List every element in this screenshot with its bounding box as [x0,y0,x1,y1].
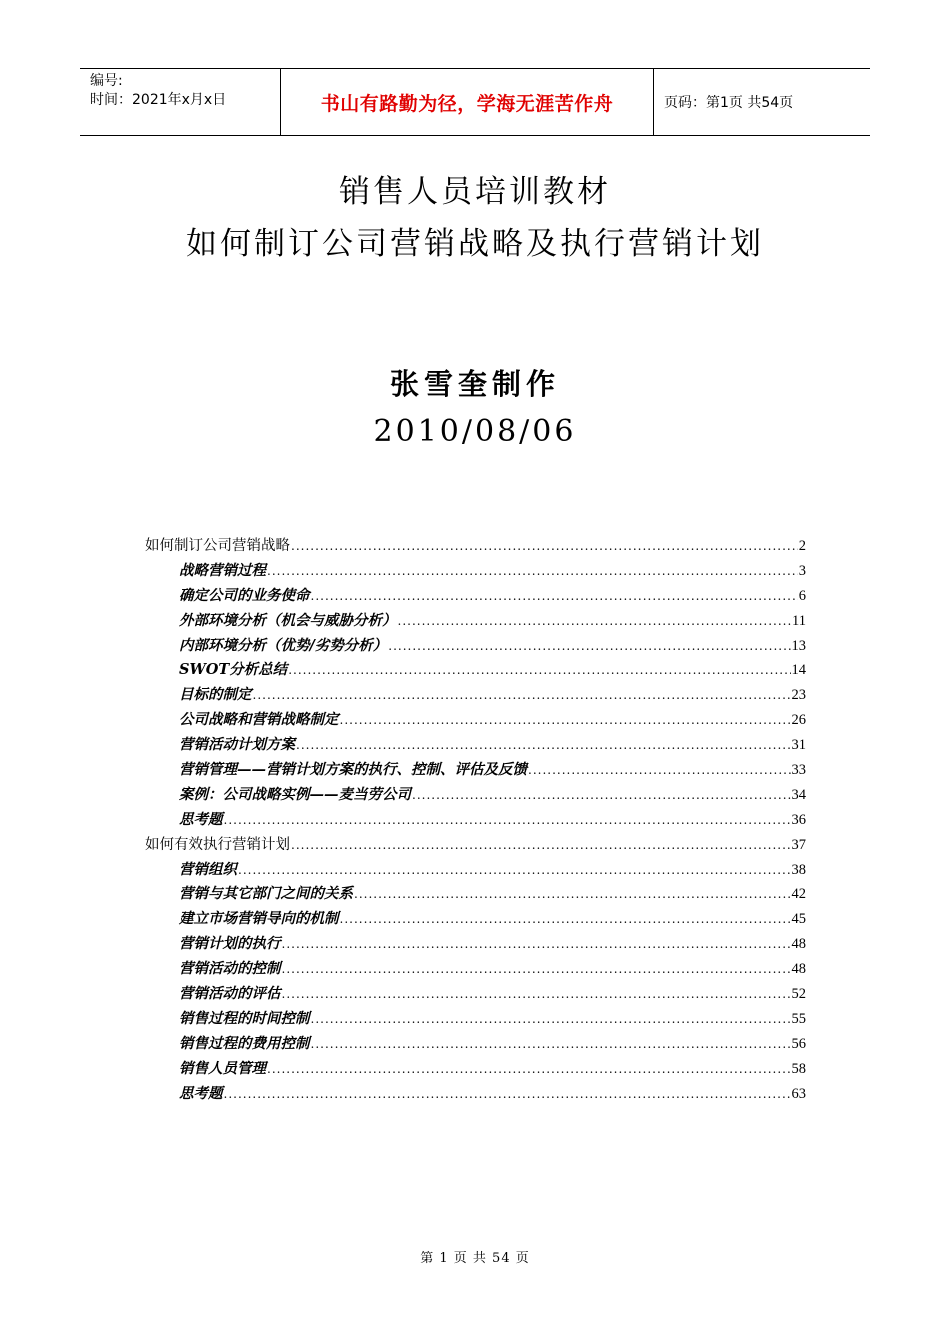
toc-entry-page: 42 [791,886,806,903]
toc-leader-dots [291,838,791,852]
toc-entry[interactable] [145,808,806,833]
toc-leader-dots [388,639,790,653]
author: 张雪奎制作 [389,367,560,401]
toc-entry-page: 63 [791,1085,806,1102]
toc-entry[interactable] [145,957,806,982]
toc-leader-dots [528,763,791,777]
toc-entry[interactable] [145,982,806,1007]
toc-entry[interactable] [145,733,806,758]
page-footer: 第 1 页 共 54 页 [420,1251,530,1266]
toc-entry-page: 11 [792,612,806,629]
toc-entry-title: 思考题 [179,1084,223,1102]
toc-entry-title: 如何制订公司营销战略 [145,538,290,554]
toc-entry[interactable] [145,609,806,634]
toc-entry-title: 案例：公司战略实例——麦当劳公司 [179,785,411,803]
header-info-cell [80,69,281,135]
table-of-contents [145,534,806,1106]
toc-entry-title: 如何有效执行营销计划 [145,836,290,853]
document-subtitle: 如何制订公司营销战略及执行营销计划 [186,226,764,262]
toc-entry-page: 48 [791,936,806,953]
toc-entry-title: 外部环境分析（机会与威胁分析） [179,611,397,629]
toc-entry[interactable] [145,833,806,858]
toc-leader-dots [354,887,791,901]
toc-entry[interactable] [145,907,806,932]
toc-entry[interactable] [145,634,806,659]
number-label: 编号: [90,73,123,89]
toc-leader-dots [267,1062,791,1076]
toc-entry-page: 58 [791,1060,806,1077]
toc-leader-dots [311,589,798,603]
toc-leader-dots [311,1037,791,1051]
toc-entry[interactable] [145,708,806,733]
toc-leader-dots [282,937,791,951]
toc-entry-page: 38 [791,861,806,878]
toc-leader-dots [224,813,791,827]
toc-leader-dots [253,688,791,702]
toc-entry-page: 2 [798,538,806,554]
toc-leader-dots [291,539,798,553]
toc-entry[interactable] [145,882,806,907]
toc-entry[interactable] [145,1007,806,1032]
toc-entry-title: 内部环境分析（优势/劣势分析） [179,636,388,654]
toc-leader-dots [238,863,791,877]
toc-entry[interactable] [145,683,806,708]
toc-entry[interactable] [145,658,806,683]
toc-leader-dots [398,614,792,628]
toc-entry-title: 销售人员管理 [179,1059,266,1077]
toc-leader-dots [296,738,791,752]
toc-entry-page: 14 [791,662,806,679]
toc-leader-dots [340,912,791,926]
toc-leader-dots [340,713,791,727]
toc-entry-page: 23 [791,687,806,704]
toc-entry-title: 销售过程的时间控制 [179,1009,310,1027]
toc-entry-title: 营销活动的控制 [179,960,281,978]
toc-entry-title: 目标的制定 [179,686,252,704]
document-title: 销售人员培训教材 [339,174,611,210]
toc-entry-page: 36 [791,811,806,828]
toc-entry-page: 56 [791,1035,806,1052]
toc-entry[interactable] [145,1082,806,1107]
toc-entry-title: 公司战略和营销战略制定 [179,711,339,729]
toc-entry-title: 确定公司的业务使命 [179,586,310,604]
toc-entry-page: 48 [791,961,806,978]
toc-entry-page: 37 [791,836,806,853]
toc-entry-title: 战略营销过程 [179,561,266,579]
toc-entry-title: 营销管理——营销计划方案的执行、控制、评估及反馈 [179,761,527,779]
toc-entry[interactable] [145,1032,806,1057]
toc-entry-title: 营销活动计划方案 [179,736,295,754]
toc-entry-title: 思考题 [179,810,223,828]
toc-entry[interactable] [145,758,806,783]
toc-entry-page: 26 [791,712,806,729]
toc-entry[interactable] [145,584,806,609]
toc-leader-dots [288,663,790,677]
page-info: 页码：第1页 共54页 [664,95,794,111]
toc-leader-dots [412,788,791,802]
toc-entry[interactable] [145,534,806,559]
toc-entry-page: 45 [791,911,806,928]
toc-leader-dots [224,1087,791,1101]
toc-leader-dots [282,962,791,976]
toc-leader-dots [267,564,798,578]
toc-entry-title: 营销活动的评估 [179,985,281,1003]
toc-entry-page: 34 [791,786,806,803]
motto: 书山有路勤为径，学海无涯苦作舟 [281,69,654,135]
toc-entry-page: 55 [791,1010,806,1027]
toc-entry[interactable] [145,1057,806,1082]
toc-entry-page: 31 [791,737,806,754]
document-header [80,68,870,136]
document-date: 2010/08/06 [373,414,577,449]
time-label: 时间：2021年x月x日 [90,92,227,108]
toc-entry[interactable] [145,559,806,584]
toc-entry-title: SWOT分析总结 [179,661,288,679]
toc-leader-dots [311,1012,791,1026]
toc-entry[interactable] [145,783,806,808]
toc-entry-page: 3 [798,562,806,579]
toc-entry-title: 营销计划的执行 [179,935,281,953]
toc-entry-title: 营销组织 [179,860,237,878]
toc-entry-title: 营销与其它部门之间的关系 [179,885,353,903]
toc-entry[interactable] [145,932,806,957]
toc-entry-page: 52 [791,986,806,1003]
toc-entry-page: 33 [791,762,806,779]
toc-entry-title: 销售过程的费用控制 [179,1034,310,1052]
toc-entry[interactable] [145,858,806,883]
toc-entry-page: 13 [791,637,806,654]
toc-entry-title: 建立市场营销导向的机制 [179,910,339,928]
toc-entry-page: 6 [798,587,806,604]
toc-leader-dots [282,987,791,1001]
